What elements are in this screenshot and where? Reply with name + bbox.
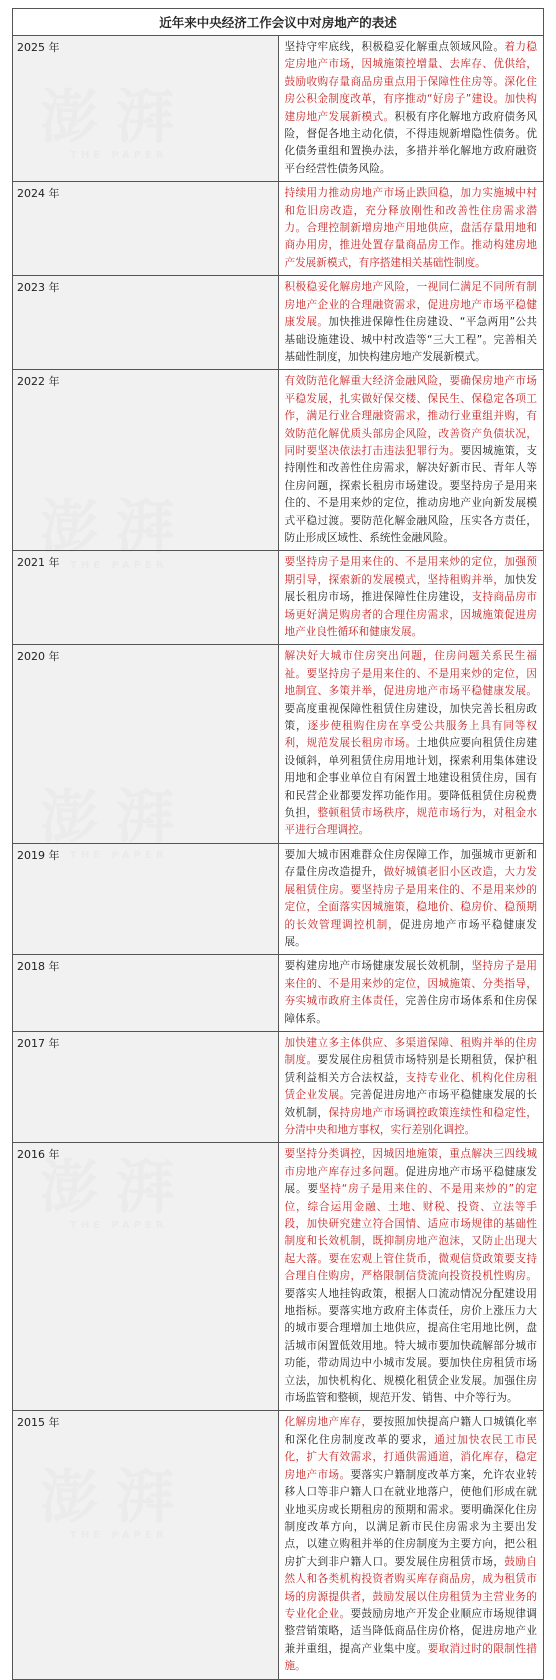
- body-text: 促进房地产市场平稳健康发展。: [284, 918, 538, 948]
- highlighted-text: 做好城镇老旧小区改造，大力发展租赁住房。要坚持房子是用来住的、不是用来炒的定位，全面落实因城施策，稳地价、稳房价、稳预期的长效管理调控机制，: [284, 866, 538, 931]
- highlighted-text: 要坚持分类调控，因城因地施策，重点解决三四线城市房地产库存过多问题。: [284, 1148, 537, 1178]
- body-text: 完善促进房地产市场平稳健康发展的长效机制，: [284, 1089, 538, 1119]
- body-text: 加快推进保障性住房建设、“平急两用”公共基础设施建设、城中村改造等“三大工程”。完善相关基础性制度，加快构建房地产发展新模式。: [284, 316, 538, 363]
- body-text: 坚持守牢底线，积极稳妥化解重点领域风险。: [284, 41, 505, 53]
- body-text: 要因城施策，支持刚性和改善性住房需求，解决好新市民、青年人等住房问题，探索长租房市场建设。要坚持房子是用来住的、不是用来炒的定位，推动房地产业向新发展模式平稳过渡。要防范化解金融风险，压实各方责任，防止形成区域性、系统性金融风险。: [284, 444, 538, 544]
- year-cell: 2018 年: [13, 955, 279, 1032]
- body-text: 要落实人地挂钩政策，根据人口流动情况分配建设用地指标。要落实地方政府主体责任，房价上涨压力大的城市要合理增加土地供应，提高住宅用地比例，盘活城市闲置低效用地。特大城市要加快疏解部分城市功能，带动周边中小城市发展。要加快住房租赁市场立法，加快机构化、规模化租赁企业发展。加强住房市场监管和整顿，规范开发、销售、中介等行为。: [284, 1287, 537, 1405]
- year-cell: 2015 年: [13, 1411, 279, 1679]
- year-cell: 2024 年: [13, 182, 279, 276]
- table-row: [13, 1411, 544, 1679]
- year-cell: 2023 年: [13, 276, 279, 370]
- year-cell: 2016 年: [13, 1143, 279, 1411]
- body-text: 促进房地产市场平稳健康发展。要: [284, 1165, 537, 1196]
- body-text: 要高度重视保障性租赁住房建设，加快完善长租房政策，: [284, 702, 537, 733]
- policy-text-cell: [278, 1031, 544, 1142]
- year-cell: 2017 年: [13, 1031, 279, 1142]
- highlighted-text: 化解房地产库存，: [284, 1416, 373, 1429]
- policy-text-cell: [278, 370, 544, 551]
- highlighted-text: 坚持房子是用来住的、不是用来炒的定位，因城施策、分类指导，夯实城市政府主体责任，: [284, 960, 538, 1008]
- table-body: [13, 36, 544, 1680]
- year-cell: 2025 年: [13, 36, 279, 182]
- highlighted-text: 加快建立多主体供应、多渠道保障、租购并举的住房制度。: [284, 1036, 537, 1067]
- body-text: 要构建房地产市场健康发展长效机制，: [284, 960, 472, 973]
- policy-text-cell: [278, 551, 544, 645]
- highlighted-text: 着力稳定房地产市场，因城施策控增量、去库存、优供给，鼓励收购存量商品房重点用于保障性住房等。深化住房公积金制度改革，有序推动“好房子”建设。加快构建房地产发展新模式。: [284, 41, 538, 123]
- policy-text-cell: [278, 36, 544, 182]
- policy-text-cell: [278, 276, 544, 370]
- table-row: [13, 36, 544, 182]
- highlighted-text: 积极稳妥化解房地产风险，一视同仁满足不同所有制房地产企业的合理融资需求，促进房地产市场平稳健康发展。: [284, 281, 537, 329]
- policy-text-cell: [278, 1143, 544, 1411]
- table-row: [13, 370, 544, 551]
- highlighted-text: 解决好大城市住房突出问题，住房问题关系民生福祉。要坚持房子是用来住的、不是用来炒的定位，因地制宜、多策并举，促进房地产市场平稳健康发展。: [284, 650, 537, 698]
- body-text: 积极有序化解地方政府债务风险，督促各地主动化债，不得违规新增隐性债务。优化债务重组和置换办法，多措并举化解地方政府融资平台经营性债务风险。: [284, 110, 538, 175]
- highlighted-text: 有效防范化解重大经济金融风险，要确保房地产市场平稳发展，扎实做好保交楼、保民生、保稳定各项工作，满足行业合理融资需求，推动行业重组并购，有效防范化解优质头部房企风险，改善资产负债状况，同时要坚决依法打击违法犯罪行为。: [284, 375, 537, 457]
- table-row: [13, 1031, 544, 1142]
- table-title: 近年来中央经济工作会议中对房地产的表述: [13, 9, 544, 36]
- policy-text-cell: [278, 955, 544, 1032]
- body-text: 要加大城市困难群众住房保障工作，加强城市更新和存量住房改造提升，: [284, 848, 537, 879]
- highlighted-text: 要坚持房子是用来住的、不是用来炒的定位，加强预期引导，探索新的发展模式，坚持租购并举，: [284, 556, 537, 586]
- table-row: [13, 1143, 544, 1411]
- highlighted-text: 保持房地产市场调控政策连续性和稳定性，分清中央和地方事权，实行差别化调控。: [284, 1106, 537, 1136]
- year-cell: 2021 年: [13, 551, 279, 645]
- policy-text-cell: [278, 182, 544, 276]
- policy-table: [12, 8, 544, 1680]
- year-cell: 2022 年: [13, 370, 279, 551]
- policy-text-cell: [278, 843, 544, 954]
- body-text: 要落实户籍制度改革方案，允许农业转移人口等非户籍人口在就业地落户，使他们形成在就业地买房或长期租房的预期和需求。要明确深化住房制度改革方向，以满足新市民住房需求为主要出发点，以建立购租并举的住房制度为主要方向，把公租房扩大到非户籍人口。要发展住房租赁市场，: [284, 1468, 538, 1568]
- table-row: [13, 645, 544, 843]
- highlighted-text: 坚持“房子是用来住的、不是用来炒的”的定位，综合运用金融、土地、财税、投资、立法等手段，加快研究建立符合国情、适应市场规律的基础性制度和长效机制，既抑制房地产泡沫，又防止出现大起大落。要在宏观上管住货币，微观信贷政策要支持合理自住购房，严格限制信贷流向投资投机性购房。: [284, 1183, 538, 1283]
- body-text: 要按照加快提高户籍人口城镇化率和深化住房制度改革的要求，: [284, 1416, 538, 1446]
- highlighted-text: 逐步使租购住房在享受公共服务上具有同等权利，规范发展长租房市场。: [284, 720, 538, 750]
- highlighted-text: 要取消过时的限制性措施。: [284, 1642, 538, 1673]
- highlighted-text: 整顿租赁市场秩序，规范市场行为，对租金水平进行合理调控。: [284, 807, 538, 837]
- body-text: 土地供应要向租赁住房建设倾斜，单列租赁住房用地计划，探索利用集体建设用地和企事业单位自有闲置土地建设租赁住房，国有和民营企业都要发挥功能作用。要降低租赁住房税费负担，: [284, 737, 538, 820]
- policy-text-cell: [278, 645, 544, 843]
- table-row: [13, 843, 544, 954]
- body-text: 加快发展长租房市场，推进保障性住房建设，: [284, 573, 538, 604]
- policy-text-cell: [278, 1411, 544, 1679]
- body-text: 要发展住房租赁市场特别是长期租赁，保护租赁利益相关方合法权益，: [284, 1054, 538, 1084]
- highlighted-text: 支持商品房市场更好满足购房者的合理住房需求，因城施策促进房地产业良性循环和健康发展。: [284, 591, 538, 638]
- table-row: [13, 551, 544, 645]
- table-row: [13, 182, 544, 276]
- year-cell: 2019 年: [13, 843, 279, 954]
- highlighted-text: 持续用力推动房地产市场止跌回稳，加力实施城中村和危旧房改造，充分释放刚性和改善性住房需求潜力。合理控制新增房地产用地供应，盘活存量用地和商办用房，推进处置存量商品房工作。推动构建房地产发展新模式，有序搭建相关基础性制度。: [284, 187, 537, 269]
- table-row: [13, 955, 544, 1032]
- table-row: [13, 276, 544, 370]
- year-cell: 2020 年: [13, 645, 279, 843]
- highlighted-text: 支持专业化、机构化住房租赁企业发展。: [284, 1071, 537, 1102]
- body-text: 完善住房市场体系和住房保障体系。: [284, 995, 537, 1025]
- highlighted-text: 通过加快农民工市民化，扩大有效需求，打通供需通道，消化库存，稳定房地产市场。: [284, 1433, 538, 1481]
- body-text: 要鼓励房地产开发企业顺应市场规律调整营销策略，适当降低商品住房价格，促进房地产业兼并重组，提高产业集中度。: [284, 1607, 538, 1655]
- highlighted-text: 鼓励自然人和各类机构投资者购买库存商品房，成为租赁市场的房源提供者，鼓励发展以住房租赁为主营业务的专业化企业。: [284, 1555, 538, 1620]
